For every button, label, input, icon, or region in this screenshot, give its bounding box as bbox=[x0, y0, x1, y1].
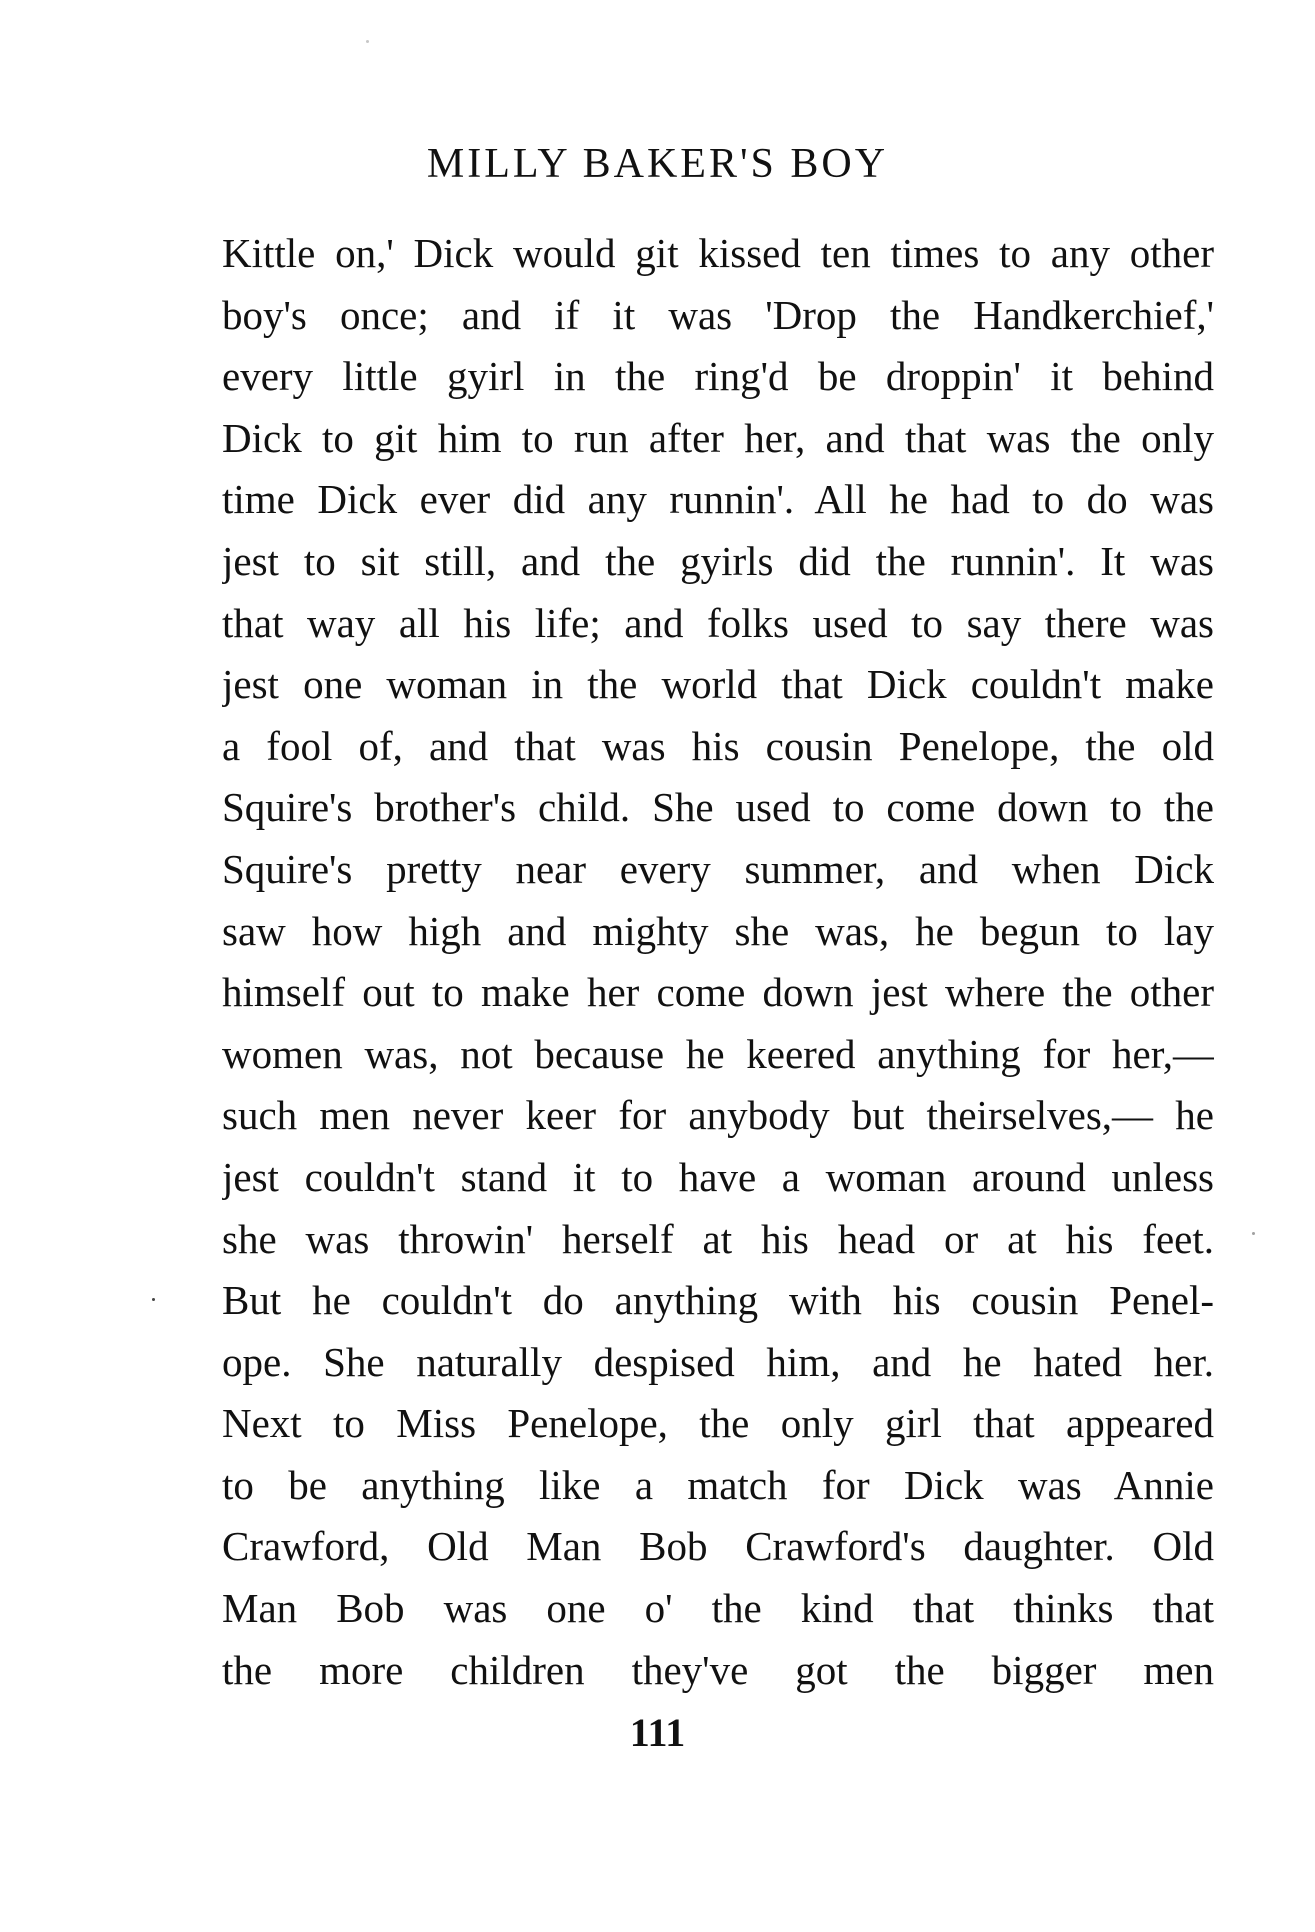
scan-speck bbox=[1252, 1232, 1255, 1235]
text-line: boy's once; and if it was 'Drop the Handkerchief,' bbox=[222, 291, 1214, 338]
scan-speck bbox=[366, 40, 369, 43]
text-line: every little gyirl in the ring'd be droppin' it behind bbox=[222, 353, 1214, 400]
text-line: jest one woman in the world that Dick couldn't make bbox=[222, 661, 1214, 708]
text-line: Crawford, Old Man Bob Crawford's daughter. Old bbox=[222, 1523, 1214, 1570]
text-line: jest to sit still, and the gyirls did the runnin'. It was bbox=[222, 537, 1214, 584]
text-line: Kittle on,' Dick would git kissed ten times to any other bbox=[222, 230, 1214, 276]
text-line: Next to Miss Penelope, the only girl that appeared bbox=[222, 1400, 1214, 1447]
running-head: MILLY BAKER'S BOY bbox=[426, 141, 889, 187]
text-line: Dick to git him to run after her, and that was the only bbox=[222, 414, 1214, 461]
body-text bbox=[222, 223, 1214, 1701]
text-line: such men never keer for anybody but theirselves,— he bbox=[222, 1092, 1214, 1139]
text-line: But he couldn't do anything with his cousin Penel- bbox=[222, 1277, 1214, 1324]
text-line: saw how high and mighty she was, he begun to lay bbox=[222, 907, 1214, 954]
text-line: Man Bob was one o' the kind that thinks that bbox=[222, 1585, 1214, 1632]
text-line: a fool of, and that was his cousin Penelope, the old bbox=[222, 722, 1214, 769]
text-line: jest couldn't stand it to have a woman around unless bbox=[222, 1153, 1214, 1200]
text-line: Squire's brother's child. She used to come down to the bbox=[222, 784, 1214, 831]
text-line: she was throwin' herself at his head or at his feet. bbox=[222, 1215, 1214, 1262]
text-line: ope. She naturally despised him, and he hated her. bbox=[222, 1338, 1214, 1385]
page-number: 111 bbox=[629, 1710, 686, 1755]
text-line: the more children they've got the bigger men bbox=[222, 1646, 1214, 1693]
text-line: time Dick ever did any runnin'. All he had to do was bbox=[222, 476, 1214, 523]
text-line: women was, not because he keered anything for her,— bbox=[222, 1030, 1214, 1077]
text-line: Squire's pretty near every summer, and when Dick bbox=[222, 845, 1214, 892]
text-line: that way all his life; and folks used to say there was bbox=[222, 599, 1214, 646]
scan-speck bbox=[152, 1298, 155, 1301]
text-line: himself out to make her come down jest where the other bbox=[222, 969, 1214, 1016]
text-line: to be anything like a match for Dick was Annie bbox=[222, 1461, 1214, 1508]
